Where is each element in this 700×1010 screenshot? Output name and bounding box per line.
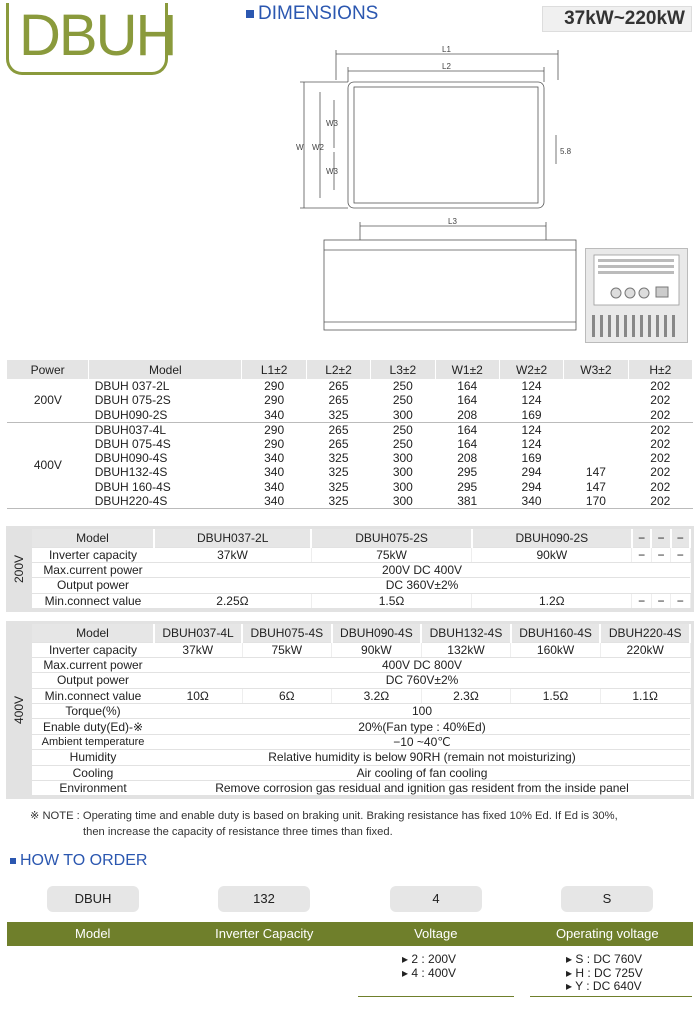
model-cell: DBUH090-4S (94, 451, 168, 466)
table-cell (564, 451, 628, 465)
table-cell: 340 (264, 479, 285, 494)
order-col-operating-voltage: Operating voltage (555, 926, 659, 941)
spec-span-cell: Remove corrosion gas residual and ignition gas resident from the inside panel (154, 781, 690, 796)
dim-label-w3-bottom: W3 (326, 167, 338, 176)
row-header: Enable duty(Ed)-※ (32, 719, 154, 734)
table-cell: 170 (564, 494, 628, 509)
model-header: − (671, 529, 690, 547)
spec-span-cell: 400V DC 800V (154, 657, 690, 672)
table-row (7, 408, 693, 423)
table-cell: 300 (371, 494, 435, 509)
table-cell: 169 (499, 408, 563, 423)
spec-row (32, 657, 690, 672)
operating-voltage-option: ▸ Y : DC 640V (566, 979, 642, 993)
table-cell: 290 (264, 436, 285, 451)
order-column-bar (7, 922, 693, 946)
table-cell: 202 (650, 465, 671, 480)
dim-label-w3-top: W3 (326, 119, 338, 128)
model-cell: DBUH220-4S (89, 494, 242, 509)
row-header: Model (32, 624, 154, 642)
model-cell: DBUH037-4L (94, 422, 167, 437)
spec-header-row (32, 529, 690, 547)
table-row (7, 422, 693, 437)
model-cell: DBUH 160-4S (94, 479, 171, 494)
spec-row (32, 578, 690, 593)
table-cell (564, 379, 628, 393)
divider (358, 996, 514, 997)
order-code-capacity: 132 (218, 886, 310, 912)
table-row (7, 494, 693, 509)
table-cell: 265 (328, 393, 349, 408)
table-cell: 250 (392, 379, 413, 394)
spec-cell: − (632, 547, 651, 562)
table-cell (564, 408, 628, 423)
table-cell: 202 (628, 408, 692, 423)
spec-200v-side-label: 200V (12, 555, 26, 584)
table-cell: 300 (392, 465, 413, 480)
spec-cell: 90kW (332, 642, 422, 657)
how-to-order-title-text: HOW TO ORDER (20, 852, 148, 869)
table-cell: 124 (521, 393, 542, 408)
spec-cell: 90kW (472, 547, 632, 562)
spec-row (32, 547, 690, 562)
spec-span-cell: 20%(Fan type : 40%Ed) (154, 719, 690, 734)
note-line: ※ NOTE : Operating time and enable duty is based on braking unit. Braking resistance has fixed 10% Ed. If Ed is 30%, (30, 810, 618, 822)
operating-voltage-options (566, 953, 643, 994)
row-header: Inverter capacity (32, 547, 154, 562)
table-cell: 250 (392, 436, 413, 451)
spec-block-200v (6, 526, 694, 612)
spec-span-cell: Relative humidity is below 90RH (remain not moisturizing) (154, 750, 690, 765)
spec-span-cell: DC 360V±2% (154, 578, 690, 593)
logo: DBUH (19, 3, 176, 68)
spec-span-cell: −10 ~40℃ (154, 734, 690, 749)
table-cell (564, 393, 628, 407)
table-cell: 202 (650, 436, 671, 451)
voltage-option: ▸ 4 : 400V (402, 965, 457, 980)
spec-row (32, 765, 690, 780)
table-cell: 265 (328, 379, 349, 394)
table-cell: 164 (457, 393, 478, 408)
voltage-option: ▸ 2 : 200V (402, 952, 457, 966)
spec-span-cell: 200V DC 400V (154, 562, 690, 577)
table-cell: 381 (435, 494, 499, 509)
table-cell: 340 (499, 494, 563, 509)
spec-cell: − (651, 547, 670, 562)
spec-cell: 132kW (421, 642, 511, 657)
spec-cell: 75kW (311, 547, 471, 562)
table-cell: 294 (521, 479, 542, 494)
order-code-model: DBUH (47, 886, 139, 912)
table-cell: 340 (264, 465, 285, 480)
spec-cell: 2.25Ω (154, 593, 311, 608)
row-header: Inverter capacity (32, 642, 154, 657)
table-cell: 147 (585, 479, 606, 494)
table-cell: 164 (457, 379, 478, 394)
table-cell: 300 (371, 408, 435, 423)
table-row (7, 379, 693, 393)
spec-span-cell: 100 (154, 704, 690, 719)
table-cell: 340 (242, 494, 306, 509)
order-col-capacity: Inverter Capacity (215, 926, 314, 941)
spec-row (32, 750, 690, 765)
col-header: W1±2 (435, 360, 499, 379)
table-cell: 169 (521, 451, 542, 466)
model-cell: DBUH 037-2L (94, 379, 170, 394)
model-cell: DBUH132-4S (94, 465, 168, 480)
table-cell: 325 (328, 451, 349, 466)
col-header: H±2 (628, 360, 692, 379)
table-cell: 124 (521, 422, 542, 437)
col-header: L1±2 (242, 360, 306, 379)
model-header: DBUH075-2S (311, 529, 471, 547)
model-header: − (651, 529, 670, 547)
table-cell: 290 (264, 422, 285, 437)
table-row (7, 451, 693, 465)
spec-cell: 37kW (154, 642, 242, 657)
row-header: Humidity (32, 750, 154, 765)
voltage-options (402, 953, 456, 980)
model-header: DBUH037-2L (154, 529, 311, 547)
dimension-table (7, 360, 693, 509)
table-cell: 295 (457, 465, 478, 480)
table-cell: 202 (650, 393, 671, 408)
table-cell: 124 (521, 379, 542, 394)
col-header: Power (7, 360, 89, 379)
table-cell: 164 (457, 436, 478, 451)
order-code-voltage: 4 (390, 886, 482, 912)
model-header: DBUH075-4S (242, 624, 332, 642)
table-cell: 300 (392, 451, 413, 466)
table-cell: 340 (264, 451, 285, 466)
table-cell: 164 (457, 422, 478, 437)
table-cell (564, 437, 628, 451)
spec-cell: 160kW (511, 642, 601, 657)
model-cell: DBUH 075-2S (94, 393, 171, 408)
operating-voltage-option: ▸ H : DC 725V (566, 965, 643, 980)
spec-span-cell: DC 760V±2% (154, 673, 690, 688)
bullet-icon (10, 858, 16, 864)
table-cell: 265 (328, 422, 349, 437)
col-header: L3±2 (371, 360, 435, 379)
col-header: Model (89, 360, 242, 379)
dim-label-w: W (296, 143, 304, 152)
order-col-model: Model (75, 926, 111, 941)
divider (530, 996, 692, 997)
table-row (7, 479, 693, 493)
table-cell: 202 (628, 494, 692, 509)
note (30, 808, 618, 840)
spec-cell: − (632, 593, 651, 608)
table-cell: 290 (264, 393, 285, 408)
spec-cell: 75kW (242, 642, 332, 657)
power-range-badge: 37kW~220kW (542, 6, 692, 32)
model-header: DBUH090-2S (472, 529, 632, 547)
model-header: DBUH037-4L (154, 624, 242, 642)
dim-label-l1: L1 (442, 45, 451, 54)
table-cell: 250 (392, 393, 413, 408)
table-cell: 208 (457, 451, 478, 466)
side-view-body (324, 240, 576, 330)
order-code-operating-voltage: S (561, 886, 653, 912)
spec-cell: − (671, 547, 690, 562)
spec-cell: 10Ω (154, 688, 242, 703)
spec-cell: 1.5Ω (511, 688, 601, 703)
operating-voltage-option: ▸ S : DC 760V (566, 952, 643, 966)
model-header: DBUH220-4S (600, 624, 690, 642)
top-view-body (348, 82, 544, 208)
col-header: W2±2 (499, 360, 563, 379)
table-cell: 202 (650, 422, 671, 437)
spec-400v-table (32, 624, 691, 796)
spec-cell: 6Ω (242, 688, 332, 703)
spec-row (32, 642, 690, 657)
spec-400v-side-label: 400V (12, 696, 26, 725)
table-cell: 124 (521, 436, 542, 451)
row-header: Cooling (32, 765, 154, 780)
spec-row (32, 719, 690, 734)
table-cell: 325 (328, 465, 349, 480)
model-header: − (632, 529, 651, 547)
power-cell: 400V (7, 422, 89, 508)
table-cell: 147 (585, 465, 606, 480)
spec-row (32, 593, 690, 608)
spec-row (32, 688, 690, 703)
spec-header-row (32, 624, 690, 642)
model-cell: DBUH090-2S (89, 408, 242, 423)
table-cell: 294 (521, 465, 542, 480)
order-col-voltage: Voltage (414, 926, 458, 941)
dimension-table-header (7, 360, 693, 379)
spec-cell: 3.2Ω (332, 688, 422, 703)
spec-row (32, 781, 690, 796)
table-cell: 325 (306, 408, 370, 423)
table-cell: 290 (264, 379, 285, 394)
bullet-icon (246, 10, 254, 18)
col-header: L2±2 (306, 360, 370, 379)
row-header: Torque(%) (32, 704, 154, 719)
model-header: DBUH090-4S (332, 624, 422, 642)
table-cell: 325 (306, 494, 370, 509)
table-cell: 295 (457, 479, 478, 494)
dim-label-l2: L2 (442, 62, 451, 71)
row-header: Model (32, 529, 154, 547)
model-header: DBUH160-4S (511, 624, 601, 642)
spec-block-400v (6, 621, 694, 799)
dimensions-title-text: DIMENSIONS (258, 3, 379, 24)
spec-cell: 220kW (600, 642, 690, 657)
model-header: DBUH132-4S (421, 624, 511, 642)
row-header: Ambient temperature (32, 734, 154, 749)
spec-200v-table (32, 529, 691, 609)
spec-cell: − (651, 593, 670, 608)
table-row (7, 465, 693, 479)
table-row (7, 393, 693, 407)
spec-cell: 1.2Ω (472, 593, 632, 608)
spec-row (32, 673, 690, 688)
note-line: then increase the capacity of resistance three times than fixed. (83, 826, 393, 838)
row-header: Output power (32, 673, 154, 688)
table-cell: 202 (650, 479, 671, 494)
dimensions-title (246, 3, 378, 25)
row-header: Min.connect value (32, 593, 154, 608)
table-cell: 265 (328, 436, 349, 451)
row-header: Min.connect value (32, 688, 154, 703)
row-header: Output power (32, 578, 154, 593)
row-header: Max.current power (32, 562, 154, 577)
spec-cell: 1.1Ω (600, 688, 690, 703)
product-photo (585, 248, 688, 343)
row-header: Environment (32, 781, 154, 796)
spec-cell: − (671, 593, 690, 608)
table-cell (564, 422, 628, 437)
row-header: Max.current power (32, 657, 154, 672)
how-to-order-title (10, 852, 147, 870)
power-cell: 200V (7, 379, 89, 422)
spec-row (32, 704, 690, 719)
model-cell: DBUH 075-4S (94, 436, 171, 451)
spec-row (32, 734, 690, 749)
col-header: W3±2 (564, 360, 628, 379)
table-cell: 325 (328, 479, 349, 494)
spec-row (32, 562, 690, 577)
spec-cell: 1.5Ω (311, 593, 471, 608)
dim-label-w2: W2 (312, 143, 324, 152)
table-cell: 250 (392, 422, 413, 437)
spec-cell: 2.3Ω (421, 688, 511, 703)
logo-frame (6, 3, 176, 75)
table-cell: 300 (392, 479, 413, 494)
spec-span-cell: Air cooling of fan cooling (154, 765, 690, 780)
dim-label-l3: L3 (448, 217, 457, 226)
table-cell: 202 (650, 379, 671, 394)
table-row (7, 437, 693, 451)
dim-label-5-8: 5.8 (560, 147, 572, 156)
table-cell: 202 (650, 451, 671, 466)
top-view-inner (354, 87, 538, 203)
spec-cell: 37kW (154, 547, 311, 562)
table-cell: 340 (242, 408, 306, 423)
table-cell: 208 (435, 408, 499, 423)
